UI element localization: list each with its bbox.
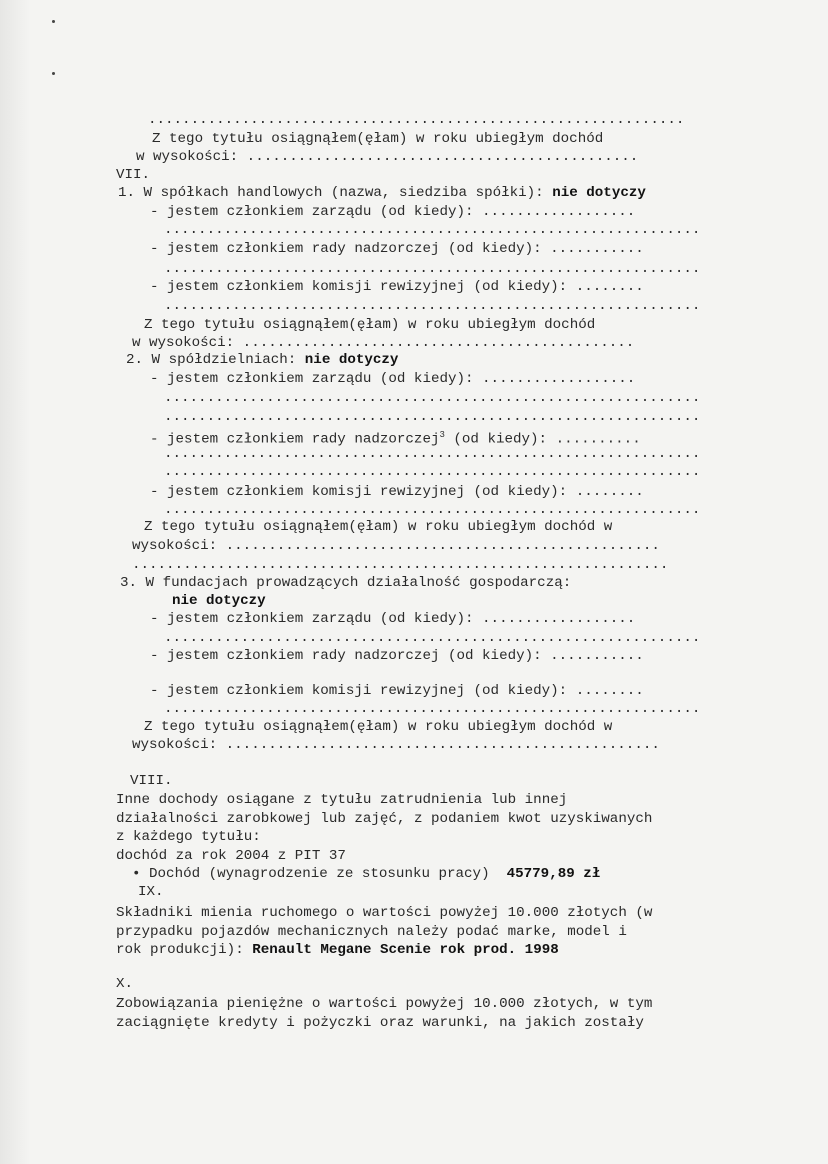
- supervisory-board-label: - jestem członkiem rady nadzorczej: [150, 431, 440, 448]
- income-bullet-label: • Dochód (wynagrodzenie ze stosunku pracy): [132, 866, 507, 882]
- dotted-line: ...............................................................: [164, 464, 701, 480]
- companies-item: [118, 185, 646, 202]
- dotted-line: ...............................................................: [164, 630, 701, 646]
- audit-committee-line: - jestem członkiem komisji rewizyjnej (od kiedy): ........: [150, 279, 644, 295]
- income-amount-line: wysokości: ...................................................: [132, 737, 660, 753]
- income-amount-line: wysokości: ...................................................: [132, 538, 660, 554]
- paragraph-line: z każdego tytułu:: [116, 829, 261, 845]
- audit-committee-line: - jestem członkiem komisji rewizyjnej (od kiedy): ........: [150, 683, 644, 699]
- scan-mark: [52, 20, 55, 23]
- footnote-marker: 3: [439, 430, 445, 440]
- paragraph-line: dochód za rok 2004 z PIT 37: [116, 848, 346, 864]
- supervisory-board-line: - jestem członkiem rady nadzorczej (od kiedy): ...........: [150, 241, 644, 257]
- companies-answer: nie dotyczy: [552, 185, 646, 201]
- dotted-line: ...............................................................: [164, 446, 701, 462]
- supervisory-board-dots: (od kiedy): ..........: [444, 431, 641, 448]
- income-statement-line: Z tego tytułu osiągnąłem(ęłam) w roku ubiegłym dochód w: [144, 519, 613, 535]
- board-member-line: - jestem członkiem zarządu (od kiedy): ..................: [150, 371, 636, 387]
- income-bullet: [132, 866, 600, 883]
- dotted-line: ...............................................................: [164, 701, 701, 717]
- income-amount-line: w wysokości: ..............................................: [132, 335, 635, 351]
- foundations-item: 3. W fundacjach prowadzących działalność gospodarczą:: [120, 575, 572, 591]
- scan-mark: [52, 72, 55, 75]
- dotted-line: ...............................................................: [164, 298, 701, 314]
- vehicle-label: rok produkcji):: [116, 942, 253, 958]
- scan-edge: [0, 0, 30, 1164]
- cooperatives-label: 2. W spółdzielniach:: [126, 352, 305, 368]
- income-amount-line: w wysokości: ..............................................: [136, 149, 639, 165]
- income-statement-line: Z tego tytułu osiągnąłem(ęłam) w roku ubiegłym dochód: [144, 317, 596, 333]
- board-member-line: - jestem członkiem zarządu (od kiedy): ..................: [150, 611, 636, 627]
- dotted-line: ...............................................................: [164, 390, 701, 406]
- paragraph-line: przypadku pojazdów mechanicznych należy podać marke, model i: [116, 924, 627, 940]
- income-statement-line: Z tego tytułu osiągnąłem(ęłam) w roku ubiegłym dochód w: [144, 719, 613, 735]
- paragraph-line: Zobowiązania pieniężne o wartości powyżej 10.000 złotych, w tym: [116, 996, 653, 1012]
- paragraph-line: Składniki mienia ruchomego o wartości powyżej 10.000 złotych (w: [116, 905, 653, 921]
- supervisory-board-line: - jestem członkiem rady nadzorczej (od kiedy): ...........: [150, 648, 644, 664]
- paragraph-line: Inne dochody osiągane z tytułu zatrudnienia lub innej: [116, 792, 568, 808]
- vehicle-line: [116, 942, 559, 959]
- foundations-answer: nie dotyczy: [172, 593, 266, 609]
- vehicle-answer: Renault Megane Scenie rok prod. 1998: [252, 942, 559, 958]
- cooperatives-item: [126, 352, 398, 369]
- cooperatives-answer: nie dotyczy: [304, 352, 399, 368]
- section-heading-x: X.: [116, 976, 134, 992]
- income-statement-line: Z tego tytułu osiągnąłem(ęłam) w roku ubiegłym dochód: [152, 131, 604, 147]
- dotted-line: ...............................................................: [164, 502, 701, 518]
- income-bullet-amount: 45779,89 zł: [506, 866, 601, 882]
- dotted-line: ...............................................................: [164, 222, 701, 238]
- section-heading-viii: VIII.: [130, 773, 173, 789]
- paragraph-line: zaciągnięte kredyty i pożyczki oraz warunki, na jakich zostały: [116, 1015, 644, 1031]
- dotted-line: ...............................................................: [164, 261, 701, 277]
- section-heading-vii: VII.: [116, 167, 151, 183]
- section-heading-ix: IX.: [138, 884, 164, 900]
- dotted-line: ...............................................................: [148, 112, 685, 128]
- companies-label: 1. W spółkach handlowych (nazwa, siedziba spółki):: [118, 185, 553, 201]
- dotted-line: ...............................................................: [132, 557, 669, 573]
- paragraph-line: działalności zarobkowej lub zajęć, z podaniem kwot uzyskiwanych: [116, 811, 653, 827]
- audit-committee-line: - jestem członkiem komisji rewizyjnej (od kiedy): ........: [150, 484, 644, 500]
- dotted-line: ...............................................................: [164, 409, 701, 425]
- board-member-line: - jestem członkiem zarządu (od kiedy): ..................: [150, 204, 636, 220]
